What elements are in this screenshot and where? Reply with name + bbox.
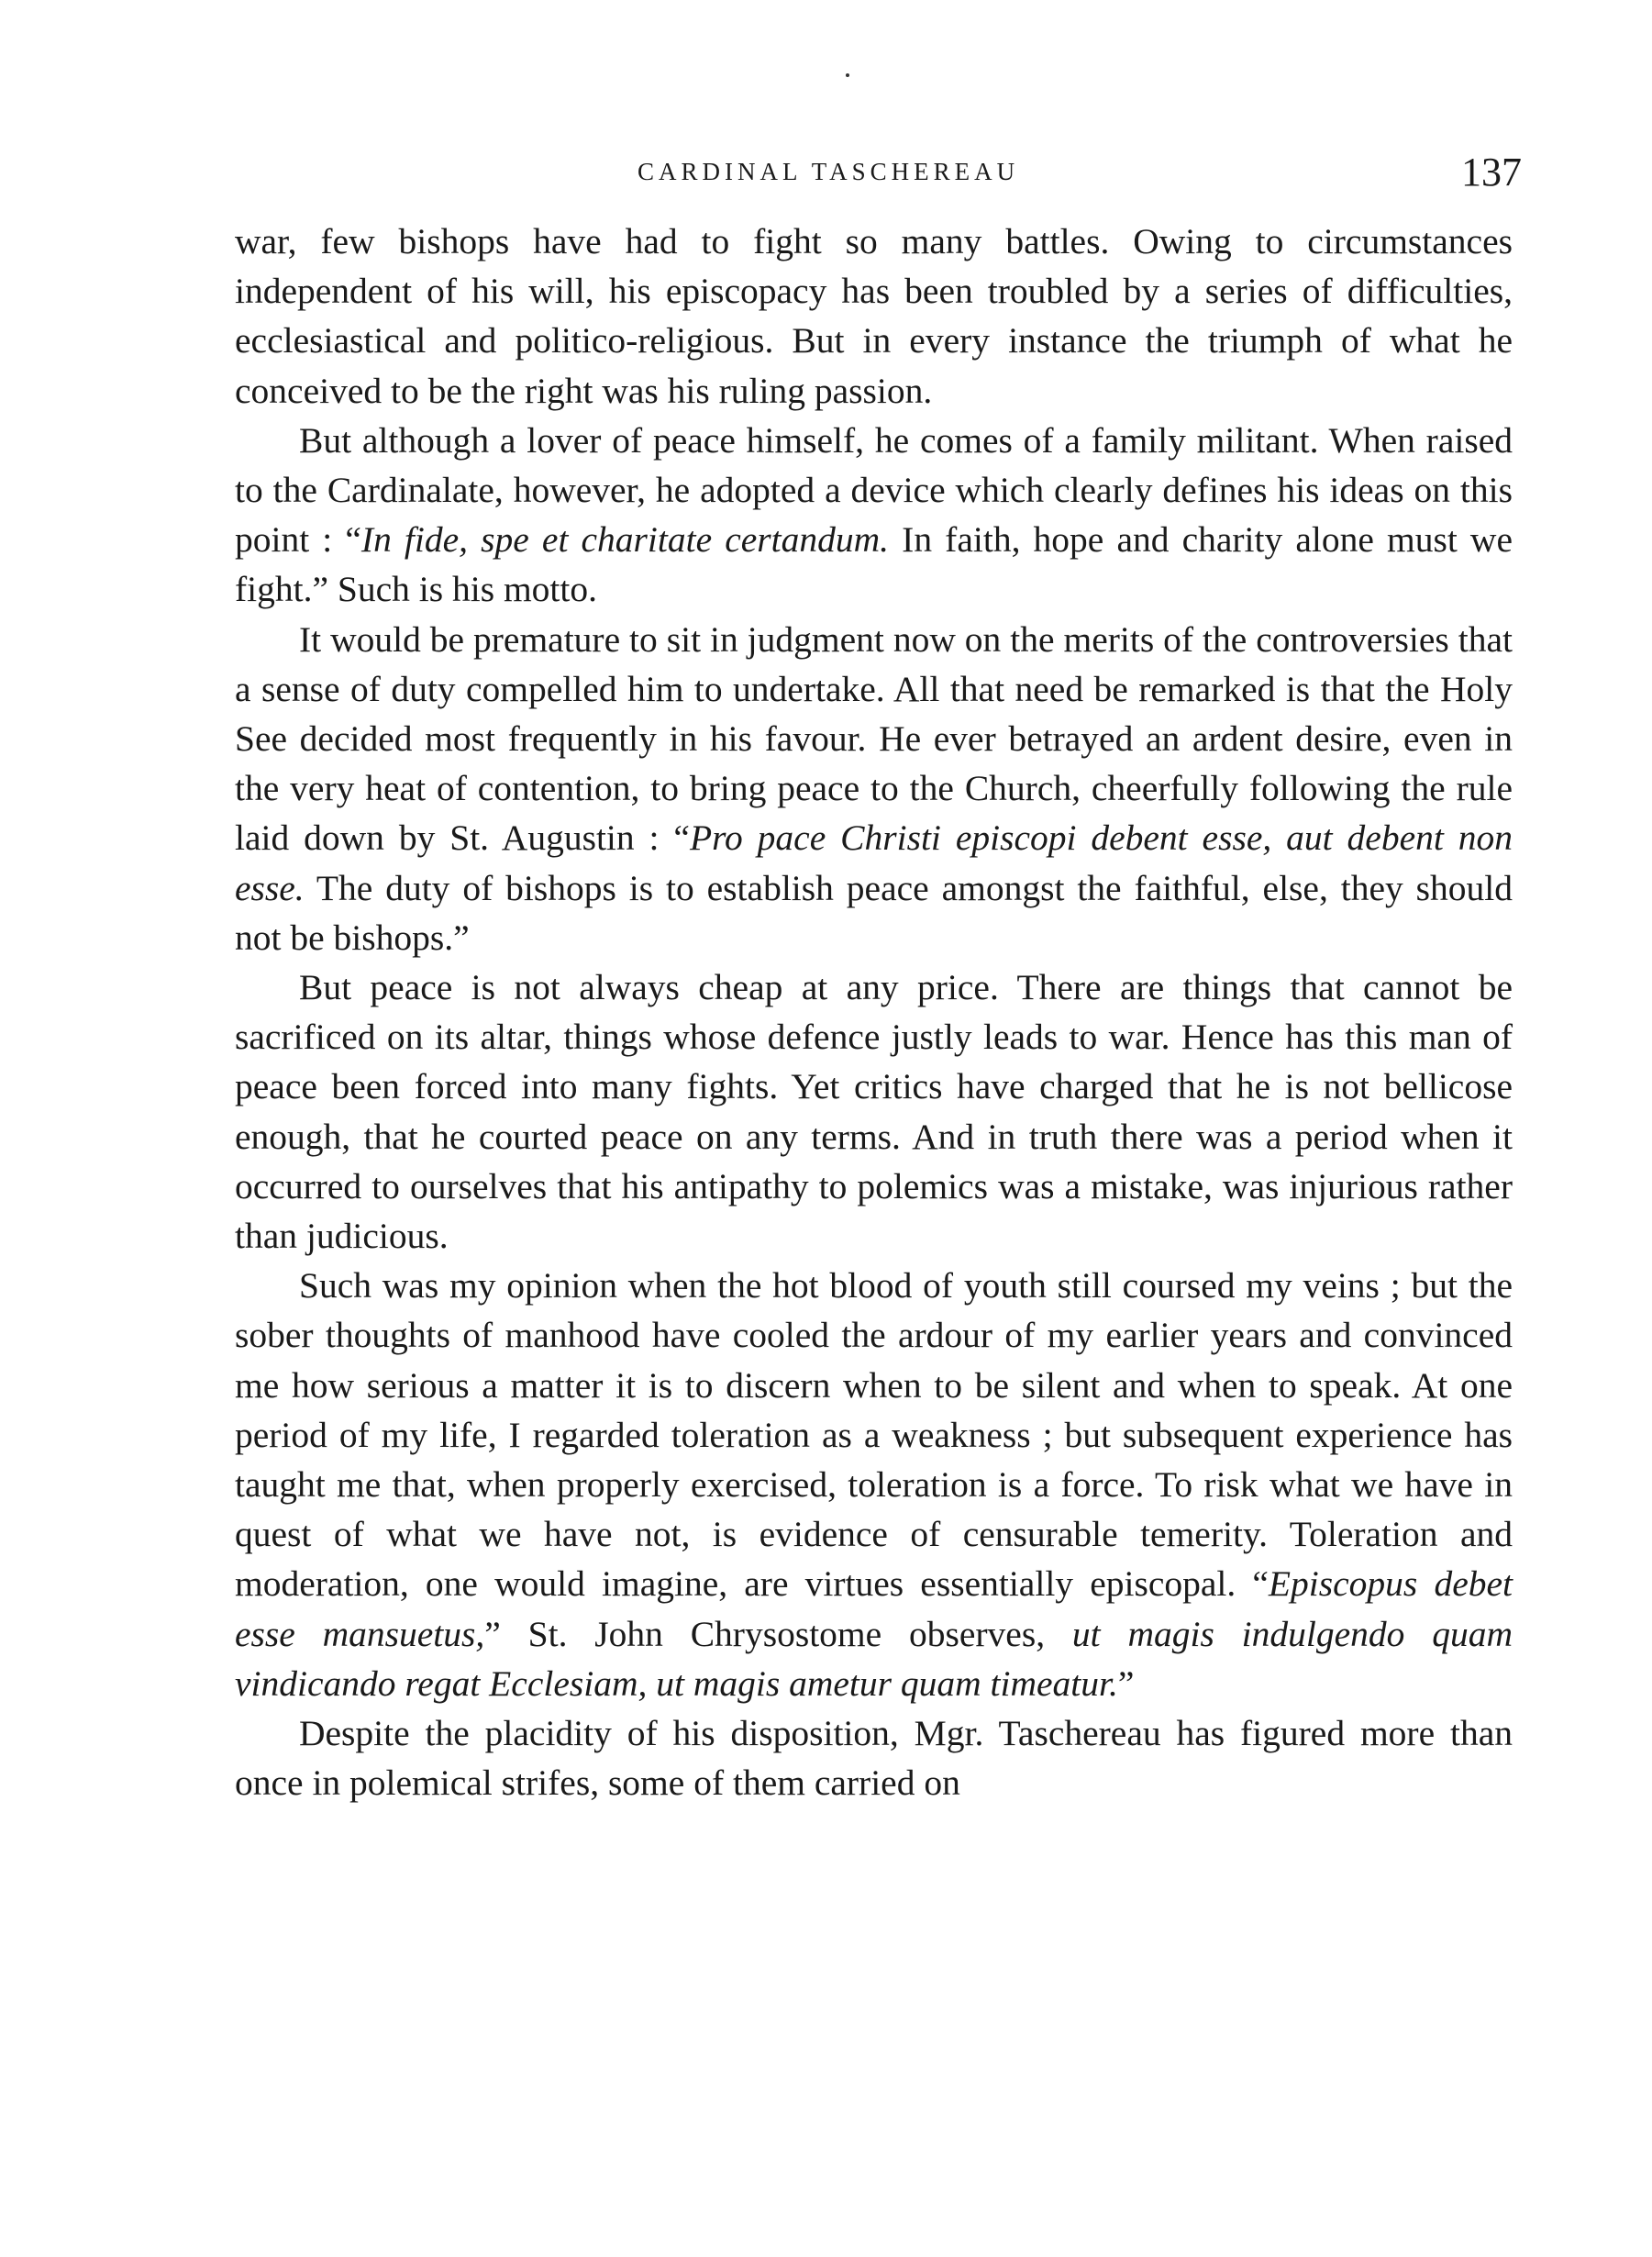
paragraph-text: The duty of bishops is to establish peace amongst the faithful, else, they should not be bishops.” xyxy=(235,867,1513,958)
latin-quotation: ut magis indulgendo quam vindicando regat Ecclesiam, ut magis ametur quam timeatur. xyxy=(235,1613,1513,1704)
latin-quotation: Pro pace Christi episcopi debent esse, aut debent non esse. xyxy=(235,817,1513,908)
paragraph-text: Despite the placidity of his disposition, Mgr. Taschereau has figured more than once in polemical strifes, some of them carried on xyxy=(235,1713,1513,1804)
running-head xyxy=(0,149,1652,195)
paragraph-text: But peace is not always cheap at any price. There are things that cannot be sacrificed on its altar, things whose defence justly leads to war. Hence has this man of peace been forced into many fights. Yet critics have charged that he is not bellicose enough, that he courted peace on any terms. And in truth there was a period when it occurred to ourselves that his antipathy to polemics was a mistake, was injurious rather than judicious. xyxy=(235,967,1513,1257)
paragraph-text: ” St. John Chrysostome observes, xyxy=(484,1613,1072,1654)
latin-quotation: Episcopus debet esse mansuetus, xyxy=(235,1563,1513,1654)
page-number: 137 xyxy=(1461,150,1522,195)
paragraph-2 xyxy=(235,416,1513,615)
paragraph-text: In faith, hope and charity alone must we fight.” Such is his motto. xyxy=(235,519,1513,610)
paragraph-text: But although a lover of peace himself, he comes of a family militant. When raised to the Cardinalate, however, he adopted a device which clearly defines his ideas on this point : “ xyxy=(235,419,1513,561)
paragraph-5 xyxy=(235,1261,1513,1708)
paragraph-text: ” xyxy=(1117,1662,1135,1704)
latin-motto: In fide, spe et charitate certandum. xyxy=(360,519,890,561)
body-text xyxy=(235,217,1513,1808)
paragraph-6 xyxy=(235,1708,1513,1807)
running-title: CARDINAL TASCHEREAU xyxy=(638,158,1020,185)
paragraph-text: Such was my opinion when the hot blood of youth still coursed my veins ; but the sober thoughts of manhood have cooled the ardour of my earlier years and convinced me how serious a matter it is to discern when to be silent and when to speak. At one period of my life, I regarded toleration as a weakness ; but subsequent experience has taught me that, when properly exercised, toleration is a force. To risk what we have in quest of what we have not, is evidence of censurable temerity. Toleration and moderation, one would imagine, are virtues essentially episcopal. “ xyxy=(235,1265,1513,1605)
paragraph-4 xyxy=(235,962,1513,1261)
paragraph-text: It would be premature to sit in judgment now on the merits of the controversies that a sense of duty compelled him to undertake. All that need be remarked is that the Holy See decided most frequently in his favour. He ever betrayed an ardent desire, even in the very heat of contention, to bring peace to the Church, cheerfully following the rule laid down by St. Augustin : “ xyxy=(235,618,1513,859)
paragraph-text: war, few bishops have had to fight so many battles. Owing to circumstances independent of his will, his episcopacy has been troubled by a series of difficulties, ecclesiastical and politico-religious. But in every instance the triumph of what he conceived to be the right was his ruling passion. xyxy=(235,221,1513,411)
paragraph-1 xyxy=(235,217,1513,416)
paragraph-3 xyxy=(235,615,1513,962)
print-speck xyxy=(846,73,849,77)
